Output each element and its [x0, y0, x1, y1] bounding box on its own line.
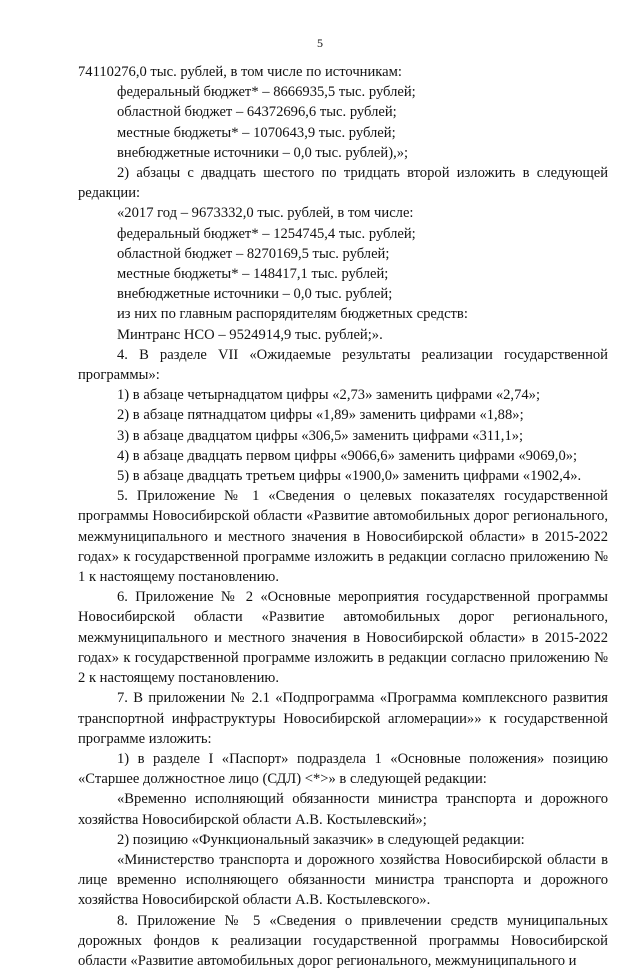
paragraph: федеральный бюджет* – 8666935,5 тыс. рублей;	[117, 84, 416, 101]
paragraph: из них по главным распорядителям бюджетных средств:	[117, 306, 468, 323]
paragraph: «Временно исполняющий обязанности министра транспорта и дорожного хозяйства Новосибирской области А.В. Костылевский»;	[78, 791, 608, 828]
paragraph: внебюджетные источники – 0,0 тыс. рублей;	[117, 286, 393, 303]
paragraph: местные бюджеты* – 148417,1 тыс. рублей;	[117, 266, 389, 283]
paragraph: 1) в абзаце четырнадцатом цифры «2,73» заменить цифрами «2,74»;	[117, 387, 541, 404]
paragraph: 4) в абзаце двадцать первом цифры «9066,6» заменить цифрами «9069,0»;	[117, 447, 578, 464]
paragraph: 3) в абзаце двадцатом цифры «306,5» заменить цифрами «311,1»;	[117, 427, 524, 444]
paragraph: 8. Приложение № 5 «Сведения о привлечении средств муниципальных дорожных фондов к реализации государственной программы Новосибирской области «Развитие автомобильных дорог регионального, межмуниципального и	[78, 912, 608, 969]
paragraph: 6. Приложение № 2 «Основные мероприятия государственной программы Новосибирской области «Развитие автомобильных дорог регионального, межмуниципального и местного значения в Новосибирской области» в 2015-2022 годах» к государственной программе изложить в редакции согласно приложению № 2 к настоящему постановлению.	[78, 589, 608, 687]
paragraph: 74110276,0 тыс. рублей, в том числе по источникам:	[78, 64, 402, 80]
document-body	[78, 62, 608, 971]
paragraph: «2017 год – 9673332,0 тыс. рублей, в том числе:	[117, 205, 414, 222]
paragraph: 5) в абзаце двадцать третьем цифры «1900,0» заменить цифрами «1902,4».	[117, 468, 582, 485]
paragraph: Минтранс НСО – 9524914,9 тыс. рублей;».	[117, 326, 383, 343]
paragraph: внебюджетные источники – 0,0 тыс. рублей),»;	[117, 144, 409, 161]
paragraph: областной бюджет – 8270169,5 тыс. рублей;	[117, 245, 390, 262]
paragraph: 4. В разделе VII «Ожидаемые результаты реализации государственной программы»:	[78, 346, 608, 384]
paragraph: областной бюджет – 64372696,6 тыс. рублей;	[117, 104, 397, 121]
paragraph: федеральный бюджет* – 1254745,4 тыс. рублей;	[117, 225, 416, 242]
paragraph: 2) в абзаце пятнадцатом цифры «1,89» заменить цифрами «1,88»;	[117, 407, 524, 424]
paragraph: 1) в разделе I «Паспорт» подраздела 1 «Основные положения» позицию «Старшее должностное лицо (СДЛ) <*>» в следующей редакции:	[78, 750, 608, 788]
paragraph: «Министерство транспорта и дорожного хозяйства Новосибирской области в лице временно исполняющего обязанности министра транспорта и дорожного хозяйства Новосибирской области А.В. Костылевского».	[78, 851, 608, 909]
paragraph: 2) позицию «Функциональный заказчик» в следующей редакции:	[117, 831, 525, 848]
paragraph: 5. Приложение № 1 «Сведения о целевых показателях государственной программы Новосибирской области «Развитие автомобильных дорог регионального, межмуниципального и местного значения в Новосибирской области» в 2015-2022 годах» к государственной программе изложить в редакции согласно приложению № 1 к настоящему постановлению.	[78, 488, 608, 586]
paragraph: 7. В приложении № 2.1 «Подпрограмма «Программа комплексного развития транспортной инфраструктуры Новосибирской агломерации»» к государственной программе изложить:	[78, 690, 608, 747]
page-number: 5	[317, 36, 323, 50]
paragraph: местные бюджеты* – 1070643,9 тыс. рублей;	[117, 124, 396, 141]
paragraph: 2) абзацы с двадцать шестого по тридцать второй изложить в следующей редакции:	[78, 165, 608, 202]
